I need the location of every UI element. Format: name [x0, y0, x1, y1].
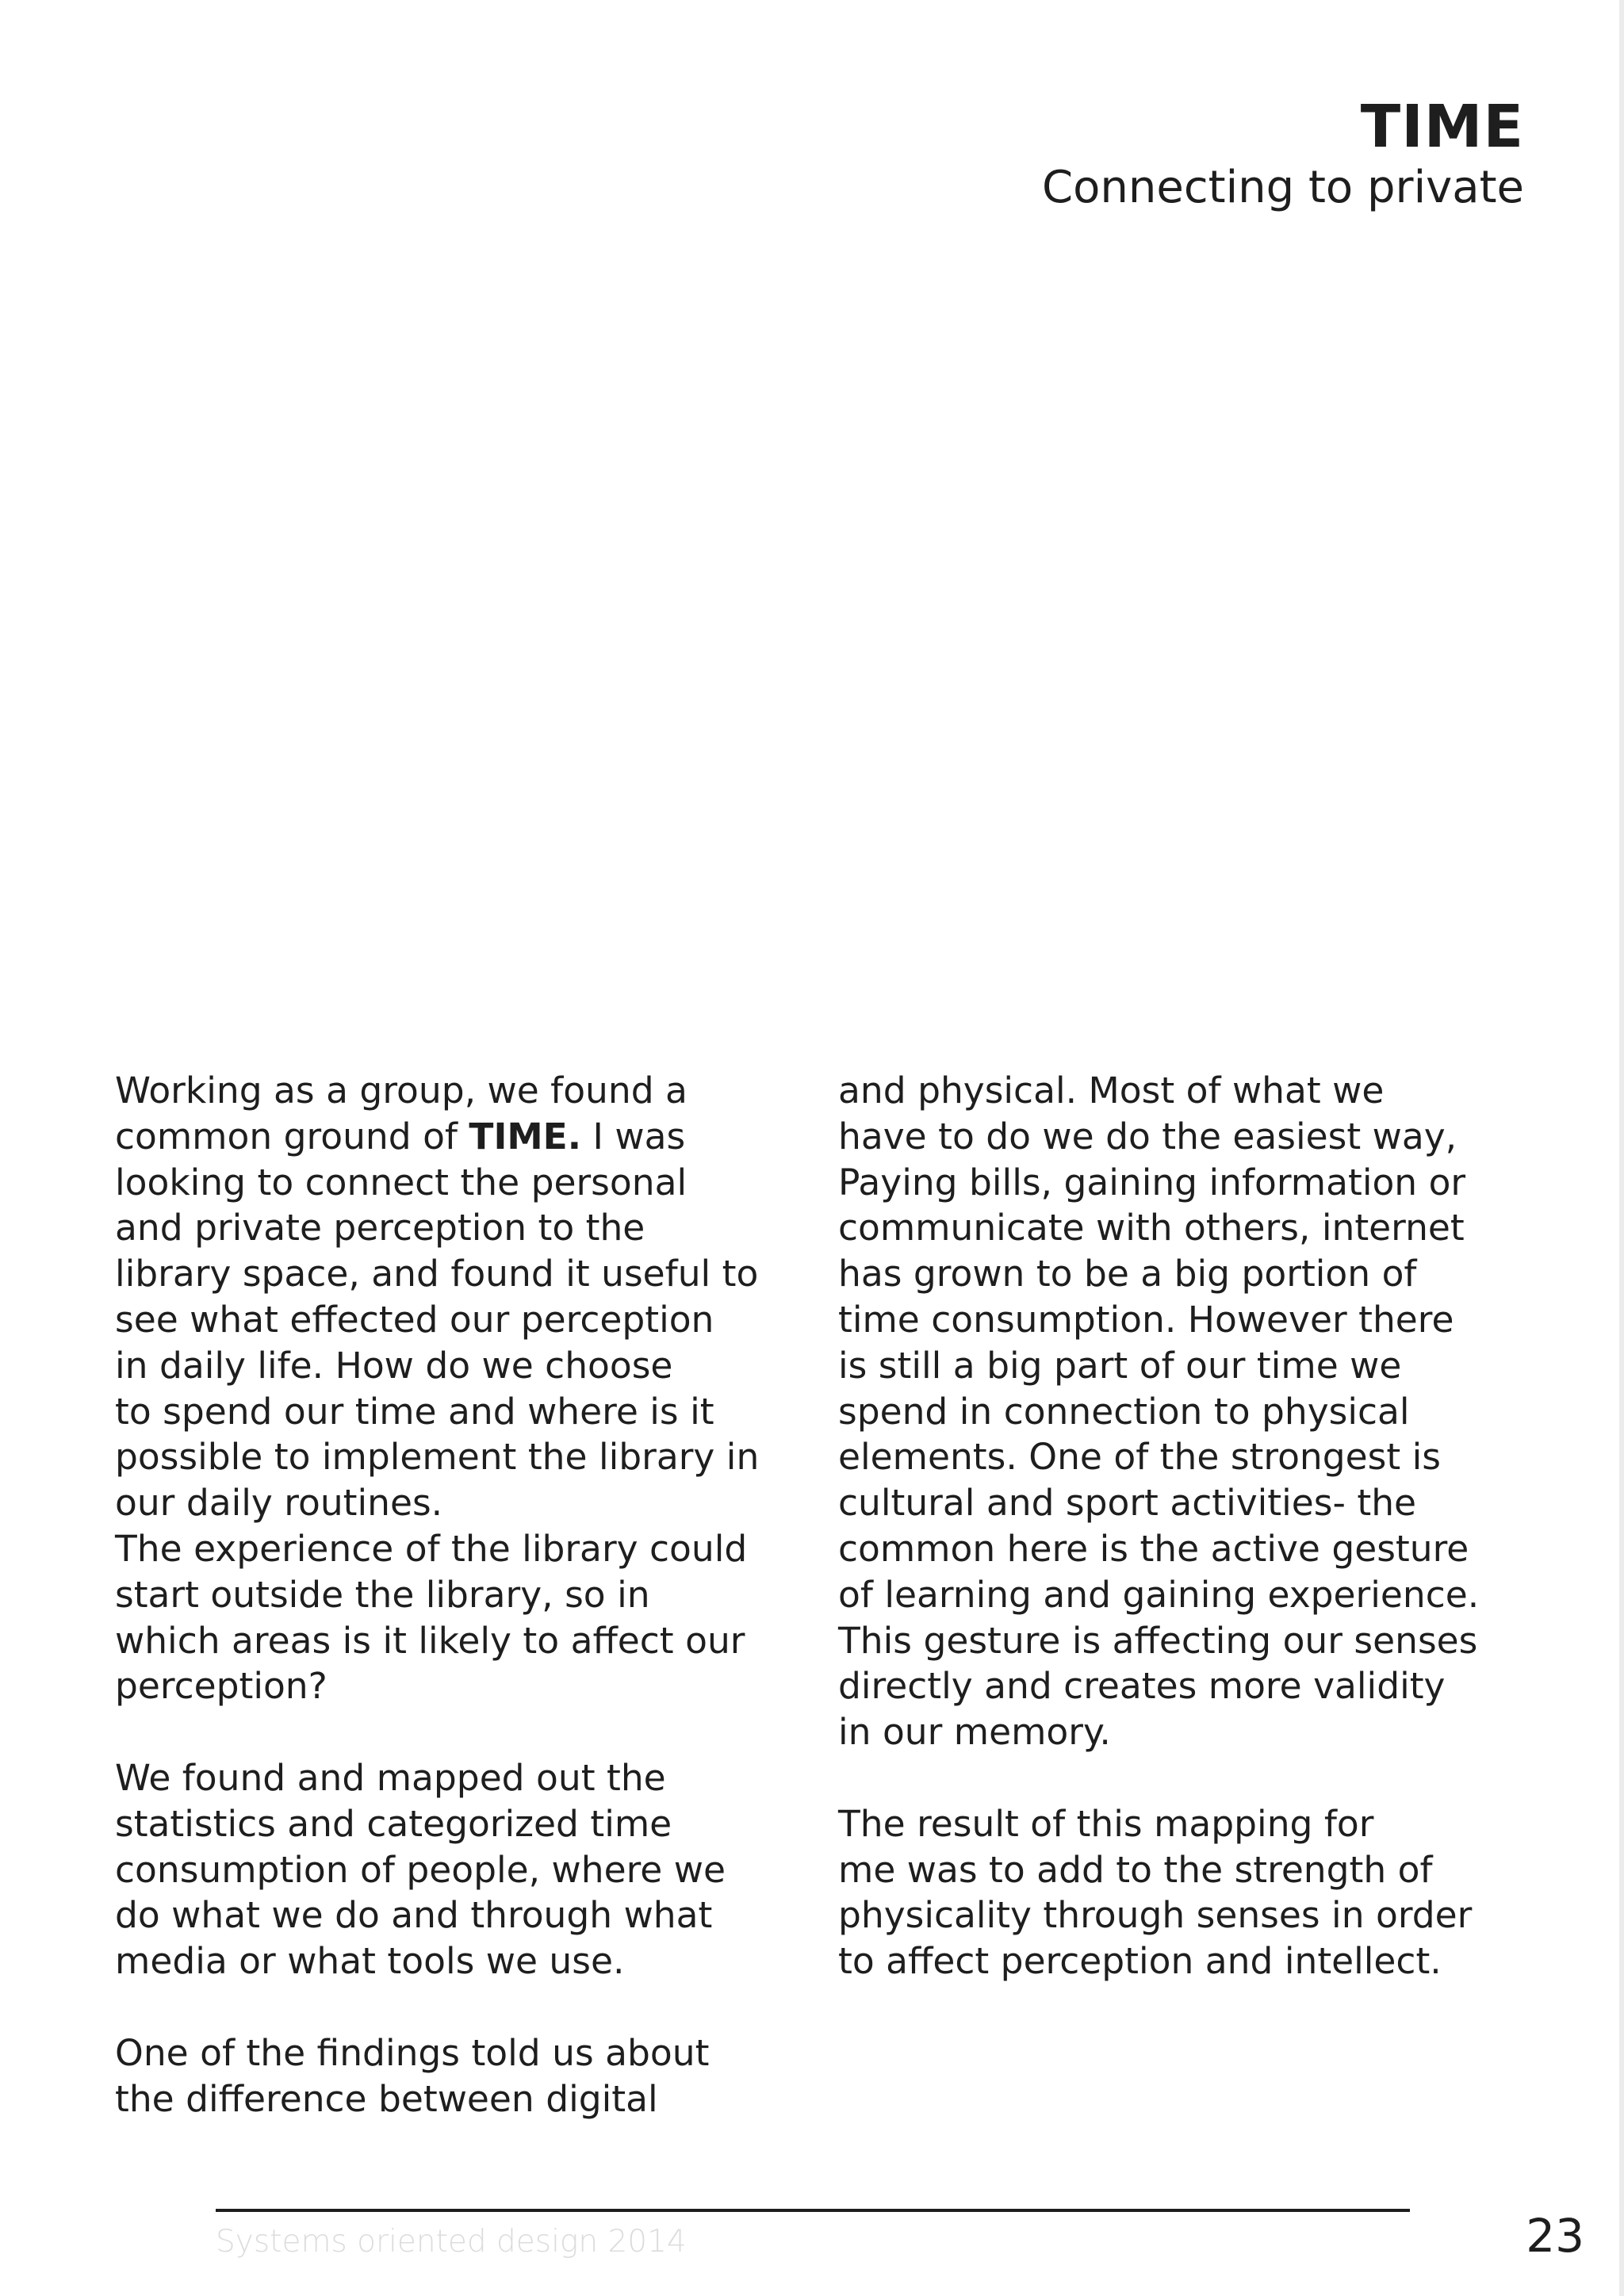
text-line: elements. One of the strongest is — [838, 1436, 1441, 1479]
page-subtitle: Connecting to private — [1042, 162, 1524, 213]
text-line: do what we do and through what — [115, 1894, 713, 1937]
text-line: and physical. Most of what we — [838, 1070, 1385, 1112]
text-line: which areas is it likely to affect our — [115, 1619, 745, 1662]
emphasis-time: TIME. — [469, 1115, 582, 1158]
footer-divider — [216, 2209, 1410, 2212]
page-edge-shadow — [1619, 0, 1624, 2296]
text-line: in our memory. — [838, 1711, 1111, 1754]
text-line: is still a big part of our time we — [838, 1344, 1402, 1387]
paragraph-gap — [838, 1755, 1512, 1801]
text-line: statistics and categorized time — [115, 1802, 672, 1845]
text-line: This gesture is affecting our senses — [838, 1619, 1478, 1662]
text-line: consumption of people, where we — [115, 1848, 726, 1891]
page-number: 23 — [1526, 2209, 1584, 2263]
text-line: The experience of the library could — [115, 1527, 748, 1570]
body-column-right — [838, 1068, 1512, 1984]
text-line: perception? — [115, 1665, 327, 1708]
text-line: One of the findings told us about — [115, 2031, 710, 2074]
text-line: physicality through senses in order — [838, 1894, 1473, 1937]
text-line: Paying bills, gaining information or — [838, 1161, 1466, 1203]
text-line: our daily routines. — [115, 1482, 443, 1525]
text-line: me was to add to the strength of — [838, 1848, 1433, 1891]
text-fragment: common ground of — [115, 1115, 469, 1158]
page-header — [1042, 94, 1524, 216]
text-line: possible to implement the library in — [115, 1436, 760, 1479]
text-line: Working as a group, we found a — [115, 1070, 688, 1112]
paragraph-gap — [115, 1709, 789, 1755]
body-column-left — [115, 1068, 789, 2122]
page-title: TIME — [1360, 93, 1524, 161]
text-line: common here is the active gesture — [838, 1527, 1469, 1570]
text-line: time consumption. However there — [838, 1298, 1454, 1341]
text-line: start outside the library, so in — [115, 1573, 650, 1616]
text-line: the difference between digital — [115, 2077, 658, 2120]
text-line: of learning and gaining experience. — [838, 1573, 1480, 1616]
text-line: cultural and sport activities- the — [838, 1482, 1417, 1525]
text-line: and private perception to the — [115, 1207, 645, 1249]
text-line: in daily life. How do we choose — [115, 1344, 673, 1387]
text-line: library space, and found it useful to — [115, 1253, 759, 1295]
text-line: spend in connection to physical — [838, 1390, 1410, 1433]
text-line: We found and mapped out the — [115, 1756, 666, 1799]
text-line: The result of this mapping for — [838, 1802, 1374, 1845]
text-line: has grown to be a big portion of — [838, 1253, 1417, 1295]
text-line: communicate with others, internet — [838, 1207, 1465, 1249]
text-line: media or what tools we use. — [115, 1940, 625, 1983]
text-line: to spend our time and where is it — [115, 1390, 714, 1433]
footer-caption: Systems oriented design 2014 — [216, 2224, 687, 2260]
text-line: to affect perception and intellect. — [838, 1940, 1442, 1983]
text-line-with-emphasis — [115, 1114, 789, 1160]
text-line: see what effected our perception — [115, 1298, 714, 1341]
text-line: looking to connect the personal — [115, 1161, 688, 1203]
text-line: directly and creates more validity — [838, 1665, 1446, 1708]
text-line: have to do we do the easiest way, — [838, 1115, 1457, 1158]
text-fragment: I was — [581, 1115, 686, 1158]
paragraph-gap — [115, 1984, 789, 2030]
